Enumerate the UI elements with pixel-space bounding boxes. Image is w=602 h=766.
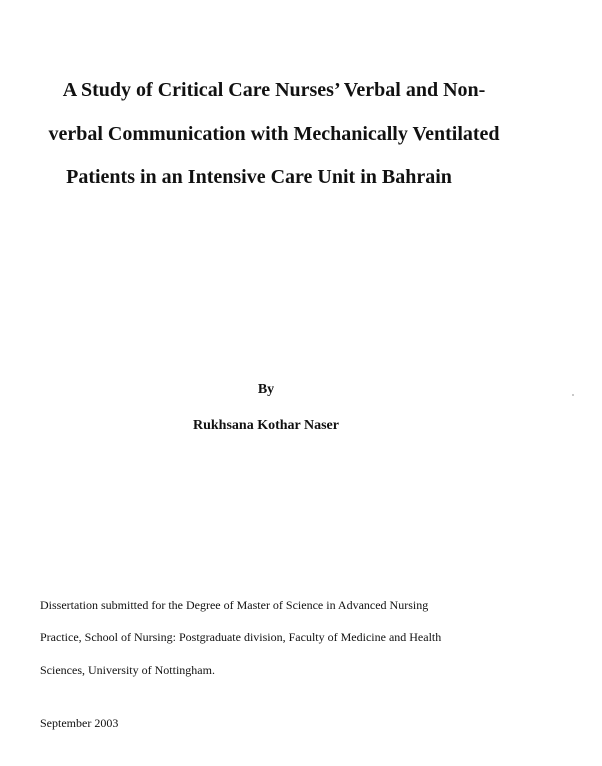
title-line-2: verbal Communication with Mechanically Ventilated [48, 123, 500, 145]
author-name: Rukhsana Kothar Naser [193, 418, 339, 433]
byline-by: By [257, 382, 275, 397]
title-line-1: A Study of Critical Care Nurses’ Verbal and Non- [62, 79, 486, 101]
submission-statement-line-2: Practice, School of Nursing: Postgraduate division, Faculty of Medicine and Health [40, 630, 442, 644]
submission-statement-line-3: Sciences, University of Nottingham. [40, 663, 215, 677]
submission-date: September 2003 [40, 716, 119, 730]
scan-speck [572, 394, 574, 396]
submission-statement-line-1: Dissertation submitted for the Degree of Master of Science in Advanced Nursing [40, 598, 429, 612]
title-line-3: Patients in an Intensive Care Unit in Bahrain [66, 166, 452, 188]
